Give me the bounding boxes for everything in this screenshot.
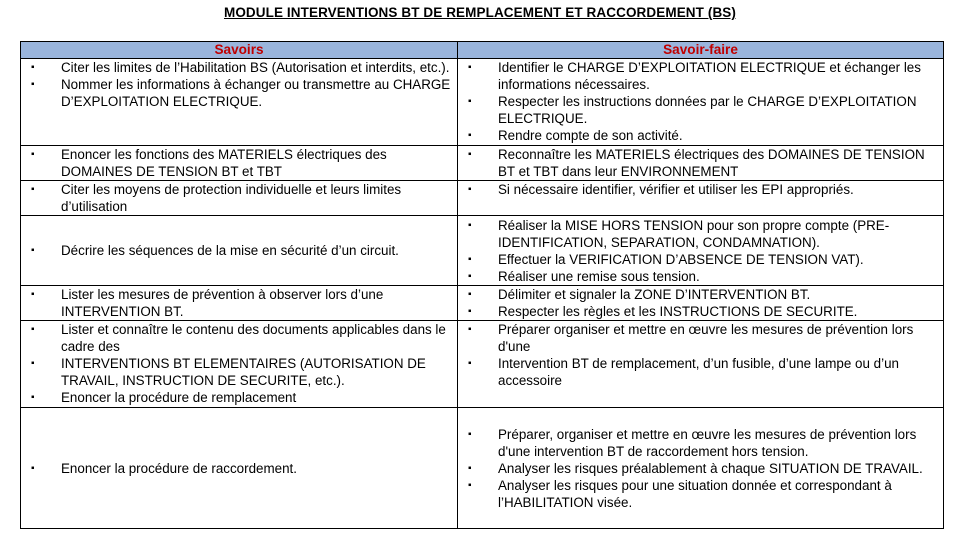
bullet-item: ▪ Décrire les séquences de la mise en sécurité d’un circuit.	[21, 242, 457, 259]
bullet-item: ▪ Enoncer les fonctions des MATERIELS électriques des DOMAINES DE TENSION BT et TBT	[21, 146, 457, 180]
table-row	[21, 181, 944, 216]
table-row	[21, 59, 944, 146]
savoir-faire-cell	[458, 408, 944, 529]
bullet-item: ▪ Identifier le CHARGE D’EXPLOITATION ELECTRIQUE et échanger les informations nécessaires.	[458, 59, 943, 93]
bullet-item: ▪ Nommer les informations à échanger ou transmettre au CHARGE D’EXPLOITATION ELECTRIQUE.	[21, 76, 457, 110]
header-savoirs: Savoirs	[21, 42, 458, 59]
table-row	[21, 408, 944, 529]
bullet-item: ▪ Si nécessaire identifier, vérifier et utiliser les EPI appropriés.	[458, 181, 943, 198]
bullet-item: ▪ Citer les moyens de protection individuelle et leurs limites d’utilisation	[21, 181, 457, 215]
savoir-faire-cell	[458, 59, 944, 146]
savoirs-cell	[21, 181, 458, 216]
savoir-faire-cell	[458, 321, 944, 408]
table-row	[21, 286, 944, 321]
table-header-row	[21, 42, 944, 59]
savoir-faire-cell	[458, 286, 944, 321]
savoirs-cell	[21, 408, 458, 529]
savoirs-cell	[21, 286, 458, 321]
bullet-item: ▪ INTERVENTIONS BT ELEMENTAIRES (AUTORISATION DE TRAVAIL, INSTRUCTION DE SECURITE, etc.).	[21, 355, 457, 389]
savoirs-cell	[21, 59, 458, 146]
bullet-item: ▪ Respecter les règles et les INSTRUCTIONS DE SECURITE.	[458, 303, 943, 320]
table-row	[21, 216, 944, 286]
bullet-item: ▪ Analyser les risques pour une situation donnée et correspondant à l’HABILITATION visée.	[458, 477, 943, 511]
bullet-item: ▪ Délimiter et signaler la ZONE D’INTERVENTION BT.	[458, 286, 943, 303]
savoir-faire-cell	[458, 146, 944, 181]
competency-table	[20, 41, 944, 529]
savoir-faire-cell	[458, 216, 944, 286]
savoirs-cell	[21, 146, 458, 181]
bullet-item: ▪ Préparer organiser et mettre en œuvre les mesures de prévention lors d'une	[458, 321, 943, 355]
table-body	[21, 59, 944, 529]
bullet-item: ▪ Reconnaître les MATERIELS électriques des DOMAINES DE TENSION BT et TBT dans leur ENVIRONNEMENT	[458, 146, 943, 180]
bullet-item: ▪ Analyser les risques préalablement à chaque SITUATION DE TRAVAIL.	[458, 460, 943, 477]
table-row	[21, 321, 944, 408]
bullet-item: ▪ Enoncer la procédure de raccordement.	[21, 460, 457, 477]
bullet-item: ▪ Préparer, organiser et mettre en œuvre les mesures de prévention lors d'une intervention BT de raccordement hors tension.	[458, 426, 943, 460]
savoir-faire-cell	[458, 181, 944, 216]
bullet-item: ▪ Intervention BT de remplacement, d’un fusible, d’une lampe ou d’un accessoire	[458, 355, 943, 389]
bullet-item: ▪ Lister les mesures de prévention à observer lors d’une INTERVENTION BT.	[21, 286, 457, 320]
bullet-item: ▪ Effectuer la VERIFICATION D’ABSENCE DE TENSION VAT).	[458, 251, 943, 268]
savoirs-cell	[21, 321, 458, 408]
bullet-item: ▪ Respecter les instructions données par le CHARGE D’EXPLOITATION ELECTRIQUE.	[458, 93, 943, 127]
bullet-item: ▪ Enoncer la procédure de remplacement	[21, 389, 457, 406]
savoirs-cell	[21, 216, 458, 286]
bullet-item: ▪ Citer les limites de l’Habilitation BS (Autorisation et interdits, etc.).	[21, 59, 457, 76]
header-savoir-faire: Savoir-faire	[458, 42, 944, 59]
bullet-item: ▪ Lister et connaître le contenu des documents applicables dans le cadre des	[21, 321, 457, 355]
bullet-item: ▪ Réaliser une remise sous tension.	[458, 268, 943, 285]
bullet-item: ▪ Rendre compte de son activité.	[458, 127, 943, 144]
bullet-item: ▪ Réaliser la MISE HORS TENSION pour son propre compte (PRE-IDENTIFICATION, SEPARATION, CONDAMNATION).	[458, 217, 943, 251]
document-title: MODULE INTERVENTIONS BT DE REMPLACEMENT ET RACCORDEMENT (BS)	[223, 5, 736, 20]
table-row	[21, 146, 944, 181]
